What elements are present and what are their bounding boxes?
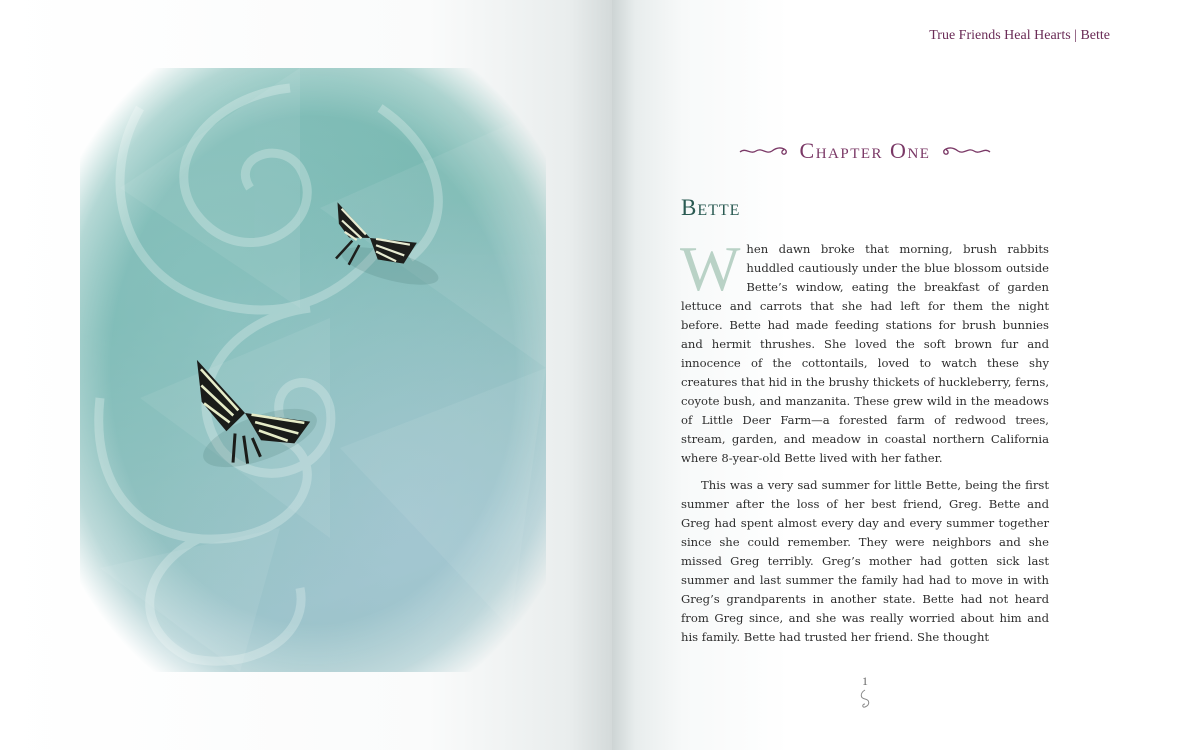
paragraph-text: hen dawn broke that morning, brush rabbits huddled cautiously under the blue blossom outside Bette’s window, eating the breakfast of garden lettuce and carrots that she had left for them the night before. Bette had made feeding stations for brush bunnies and hermit thrushes. She loved the soft brown fur and innocence of the cottontails, loved to watch these shy creatures that hid in the brushy thickets of huckleberry, ferns, coyote bush, and manzanita. These grew wild in the meadows of Little Deer Farm—a forested farm of redwood trees, stream, garden, and meadow in coastal northern California where 8-year-old Bette lived with her father. bbox=[681, 242, 1049, 465]
running-header: True Friends Heal Hearts | Bette bbox=[929, 28, 1110, 43]
drop-cap: W bbox=[680, 233, 741, 304]
illustration-artwork bbox=[80, 68, 546, 672]
page-number: 1 bbox=[862, 674, 868, 688]
chapter-heading bbox=[720, 138, 1010, 164]
right-page bbox=[612, 0, 1200, 750]
paragraph: This was a very sad summer for little Bette, being the first summer after the loss of her best friend, Greg. Bette and Greg had spent almost every day and every summer together since she could remember. They were neighbors and she missed Greg terribly. Greg’s mother had gotten sick last summer and last summer the family had had to move in with Greg’s grandparents in another state. Bette had not heard from Greg since, and she was really worried about him and his family. Bette had trusted her friend. She thought bbox=[681, 478, 1049, 644]
section-title: Bette bbox=[681, 195, 741, 220]
butterflies-illustration bbox=[80, 68, 546, 672]
scroll-flourish-icon bbox=[738, 143, 792, 159]
chapter-title: Chapter One bbox=[799, 138, 931, 163]
page-folio bbox=[850, 674, 880, 711]
swirl-ornament-icon bbox=[857, 689, 873, 711]
chapter-body bbox=[680, 233, 1049, 655]
paragraph bbox=[680, 233, 1049, 468]
triangle-pattern bbox=[100, 68, 546, 672]
scroll-flourish-icon bbox=[938, 143, 992, 159]
